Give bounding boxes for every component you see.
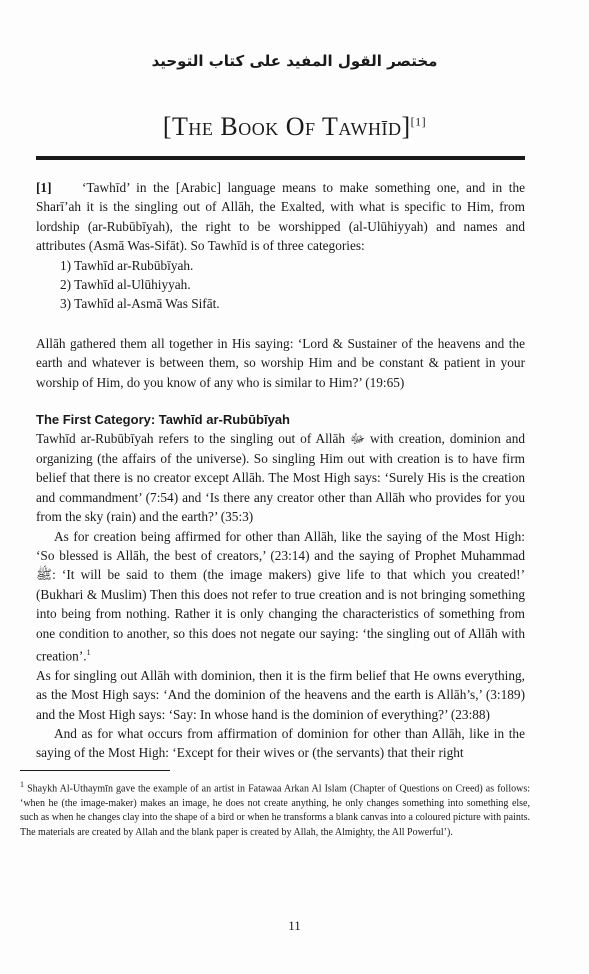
title-rule: [36, 156, 525, 160]
section-paragraph-2: [36, 527, 525, 666]
chapter-footnote-mark: [1]: [410, 114, 427, 129]
footnote: [20, 778, 530, 840]
chapter-title-text: [The Book Of Tawhīd]: [162, 112, 411, 141]
section-paragraph-4: And as for what occurs from affirmation of dominion for other than Allāh, like in the saying of the Most High: ‘Except for their wives or (the servants) that their right: [36, 725, 525, 761]
running-header: مختصر القول المفيد على كتاب التوحيد: [151, 52, 438, 70]
category-item: 1) Tawhīd ar-Rubūbīyah.: [60, 257, 194, 273]
footnote-text: Shaykh Al-Uthaymīn gave the example of an artist in Fatawaa Arkan Al Islam (Chapter of Questions on Creed) as follows: ‘when he (the image-maker) makes an image, he does not create anything, he only changes something into something else, such as when he changes clay into the shape of a bird or when he transforms a blank canvas into a coloured picture with paints. The materials are created by Allah and the blank paper is created by Allah, the Almighty, the All Powerful’).: [20, 783, 530, 838]
intro-text: ‘Tawhīd’ in the [Arabic] language means to make something one, and in the Sharī’ah it is the singling out of Allāh, the Exalted, with what is specific to Him, from lordship (ar-Rubūbīyah), the right to be worshipped (al-Ulūhiyyah) and names and attributes (Asmā Was-Sifāt). So Tawhīd is of three categories:: [36, 180, 525, 254]
footnote-ref: 1: [86, 647, 91, 657]
chapter-title: [0, 112, 589, 142]
page-number: 11: [288, 918, 301, 933]
footnote-rule: [20, 770, 170, 771]
category-list: [60, 256, 525, 314]
intro-paragraph: [36, 178, 525, 256]
section-paragraph-1: Tawhīd ar-Rubūbīyah refers to the singling out of Allāh ﷻ with creation, dominion and organizing (the affairs of the universe). So singling Him out with creation is to have firm belief that there is no creator except Allāh. The Most High says: ‘Surely His is the creation and commandment’ (7:54) and ‘Is there any creator other than Allāh who provides for you from the sky (rain) and the earth?’ (35:3): [36, 431, 525, 525]
category-item: 2) Tawhīd al-Ulūhiyyah.: [60, 277, 191, 293]
intro-ref: [1]: [36, 180, 52, 195]
footnote-mark: 1: [20, 780, 24, 789]
body-text: [36, 178, 525, 763]
section-paragraph-2-text: As for creation being affirmed for other than Allāh, like the saying of the Most High: ‘So blessed is Allāh, the best of creators,’ (23:14) and the saying of Prophet Muhammad ﷺ: ‘It will be said to them (the image makers) give life to that which you created!’ (Bukhari & Muslim) Then this does not refer to true creation and is not bringing something into being from nothing. Rather it is only changing the characteristics of something from one condition to another, so this does not negate our saying: ‘the singling out of Allāh with creation’.: [36, 528, 525, 664]
section-heading: The First Category: Tawhīd ar-Rubūbīyah: [36, 412, 291, 428]
category-item: 3) Tawhīd al-Asmā Was Sifāt.: [60, 296, 220, 312]
section-paragraph-3: As for singling out Allāh with dominion, then it is the firm belief that He owns everything, as the Most High says: ‘And the dominion of the heavens and the earth is Allāh’s,’ (3:189) and the Most High says: ‘Say: In whose hand is the dominion of everything?’ (23:88): [36, 667, 525, 722]
summary-paragraph: Allāh gathered them all together in His saying: ‘Lord & Sustainer of the heavens and the earth and whatever is between them, so worship Him and be constant & patient in your worship of Him, do you know of any who is similar to Him?’ (19:65): [36, 335, 525, 390]
